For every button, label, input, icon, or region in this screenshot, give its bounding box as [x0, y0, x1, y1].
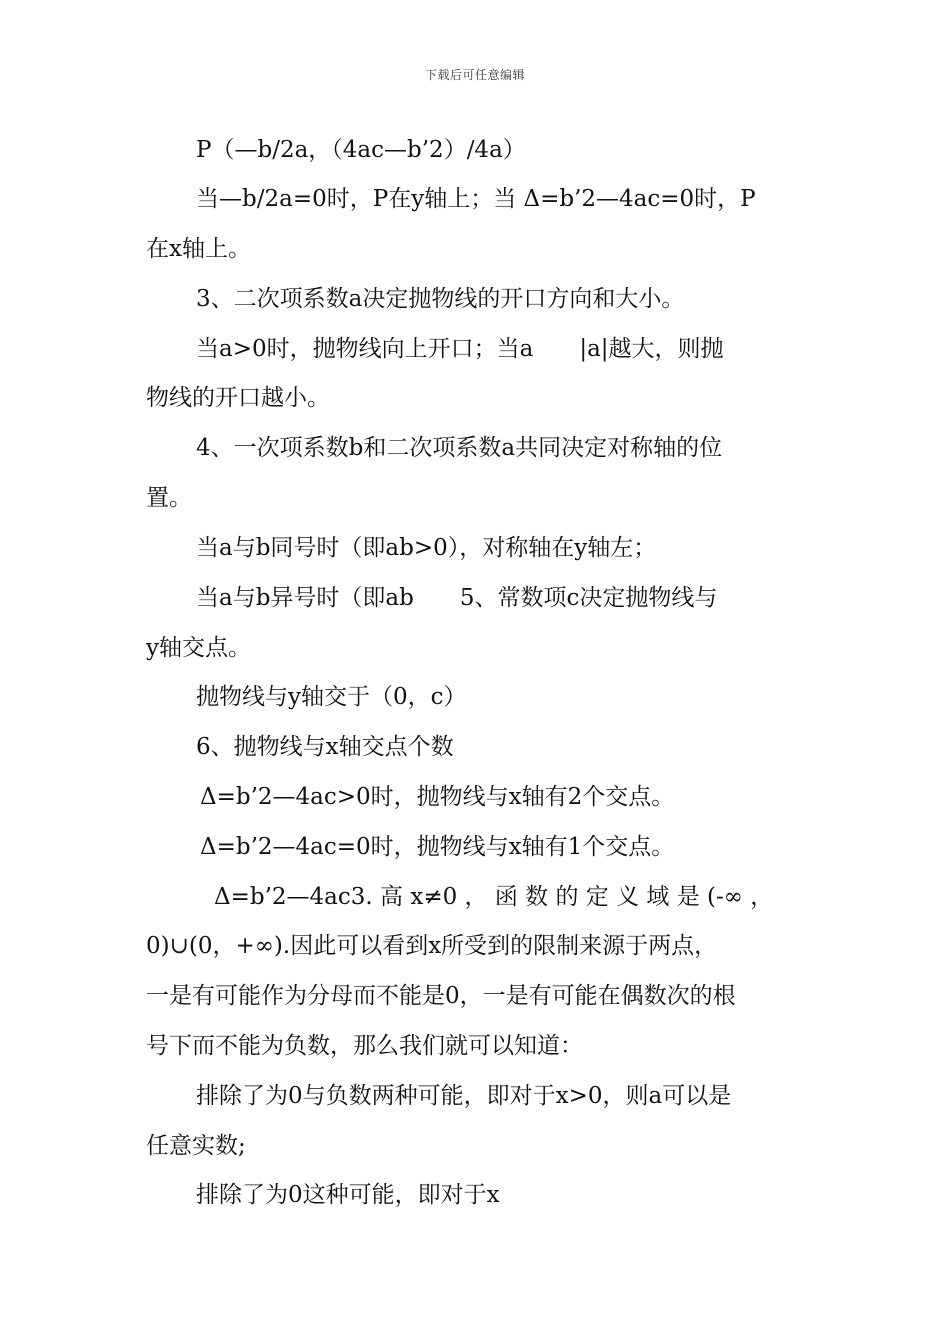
- text-line-19: 号下而不能为负数，那么我们就可以知道：: [146, 1033, 583, 1059]
- text-line-10: 当a与b异号时（即ab 5、常数项c决定抛物线与: [196, 585, 718, 611]
- text-line-18: 一是有可能作为分母而不能是0，一是有可能在偶数次的根: [146, 983, 736, 1009]
- text-line-12: 抛物线与y轴交于（0，c）: [196, 684, 467, 710]
- text-line-17: 0)∪(0，+∞).因此可以看到x所受到的限制来源于两点，: [146, 933, 718, 959]
- text-line-21: 任意实数;: [146, 1133, 246, 1159]
- text-line-3: 在x轴上。: [146, 236, 251, 262]
- text-line-11: y轴交点。: [146, 635, 251, 661]
- text-line-8: 置。: [146, 485, 192, 511]
- text-line-5: 当a>0时，抛物线向上开口；当a |a|越大，则抛: [196, 336, 724, 362]
- text-line-4: 3、二次项系数a决定抛物线的开口方向和大小。: [196, 286, 685, 312]
- text-line-6: 物线的开口越小。: [146, 385, 330, 411]
- text-line-14: Δ=b’2—4ac>0时，抛物线与x轴有2个交点。: [200, 784, 675, 810]
- text-line-20: 排除了为0与负数两种可能，即对于x>0，则a可以是: [196, 1083, 732, 1109]
- text-line-16: Δ=b’2—4ac3. 高 x≠0 ， 函 数 的 定 义 域 是 (-∞ ，: [214, 884, 774, 910]
- text-line-9: 当a与b同号时（即ab>0），对称轴在y轴左；: [196, 535, 657, 561]
- text-line-1: P（—b/2a，（4ac—b’2）/4a）: [196, 137, 526, 163]
- page-header: 下载后可任意编辑: [424, 68, 525, 82]
- text-line-2: 当—b/2a=0时，P在y轴上；当 Δ=b’2—4ac=0时，P: [196, 186, 756, 212]
- text-line-13: 6、抛物线与x轴交点个数: [196, 734, 454, 760]
- text-line-7: 4、一次项系数b和二次项系数a共同决定对称轴的位: [196, 435, 723, 461]
- text-line-15: Δ=b’2—4ac=0时，抛物线与x轴有1个交点。: [200, 834, 675, 860]
- text-line-22: 排除了为0这种可能，即对于x: [196, 1182, 500, 1208]
